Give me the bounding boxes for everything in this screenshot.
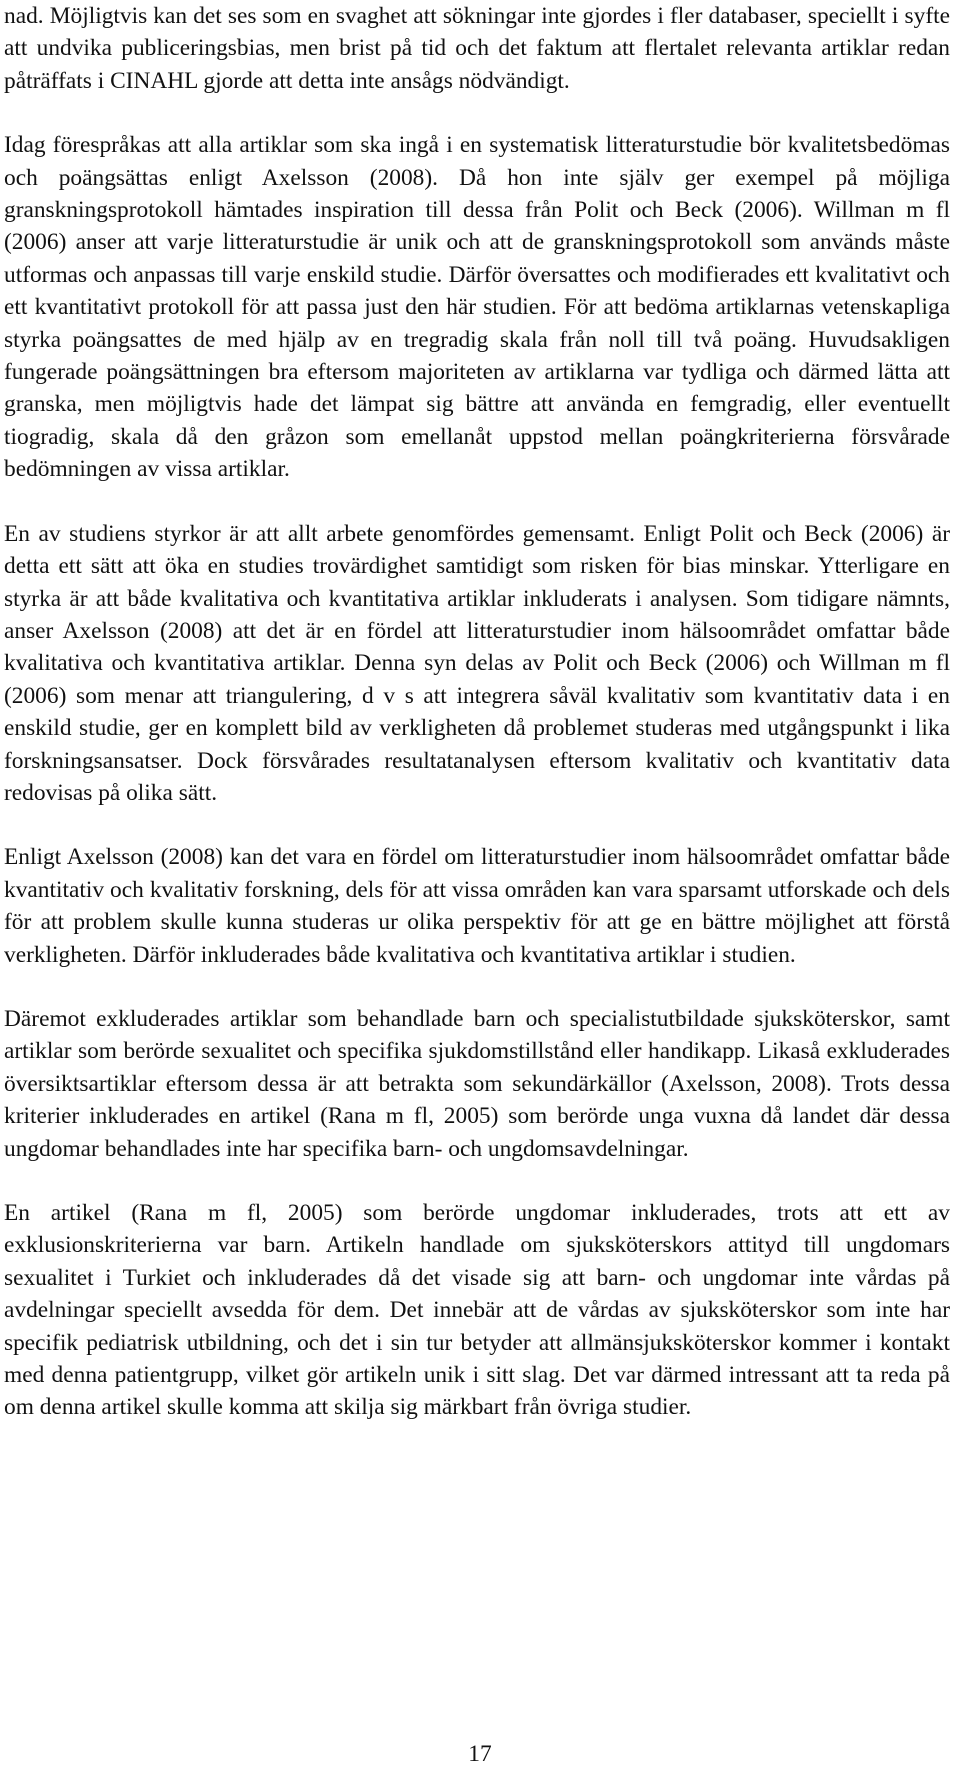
page-number: 17 [468, 1741, 492, 1767]
paragraph-study-strengths: En av studiens styrkor är att allt arbete genomfördes gemensamt. Enligt Polit och Beck (2006) är detta ett sätt att öka en studies trovärdighet samtidigt som risken för bias minskar. Ytterligare en styrka är att både kvalitativa och kvantitativa artiklar inkluderats i analysen. Som tidigare nämnts, anser Axelsson (2008) att det är en fördel att litteraturstudier inom hälsoområdet omfattar både kvalitativa och kvantitativa artiklar. Denna syn delas av Polit och Beck (2006) och Willman m fl (2006) som menar att triangulering, d v s att integrera såväl kvalitativ som kvantitativ data i en enskild studie, ger en komplett bild av verkligheten då problemet studeras med utgångspunkt i lika forskningsansatser. Dock försvårades resultatanalysen eftersom kvalitativ och kvantitativ data redovisas på olika sätt. [4, 520, 950, 806]
document-page [4, 0, 950, 1456]
paragraph-exclusion-criteria: Däremot exkluderades artiklar som behandlade barn och specialistutbildade sjuksköterskor, samt artiklar som berörde sexualitet och specifika sjukdomstillstånd eller handikapp. Likaså exkluderades översiktsartiklar eftersom dessa är att betrakta som sekundärkällor (Axelsson, 2008). Trots dessa kriterier inkluderades en artikel (Rana m fl, 2005) som berörde unga vuxna då landet där dessa ungdomar behandlades inte har specifika barn- och ungdomsavdelningar. [4, 1005, 950, 1162]
paragraph-quality-assessment: Idag förespråkas att alla artiklar som ska ingå i en systematisk litteraturstudie bör kvalitetsbedömas och poängsättas enligt Axelsson (2008). Då hon inte själv ger exempel på möjliga granskningsprotokoll hämtades inspiration till dessa från Polit och Beck (2006). Willman m fl (2006) anser att varje litteraturstudie är unik och att de granskningsprotokoll som används måste utformas och anpassas till varje enskild studie. Därför översattes och modifierades ett kvalitativt och ett kvantitativt protokoll för att passa just den här studien. För att bedöma artiklarnas vetenskapliga styrka poängsattes de med hjälp av en tregradig skala från noll till två poäng. Huvudsakligen fungerade poängsättningen bra eftersom majoriteten av artiklarna var tydliga och därmed lätta att granska, men möjligtvis hade det lämpat sig bättre att använda en femgradig, eller eventuellt tiogradig, skala då den gråzon som emellanåt uppstod mellan poängkriterierna försvårade bedömningen av vissa artiklar. [4, 132, 950, 483]
paragraph-included-article: En artikel (Rana m fl, 2005) som berörde ungdomar inkluderades, trots att ett av exklusionskriterierna var barn. Artikeln handlade om sjuksköterskors attityd till ungdomars sexualitet i Turkiet och inkluderades då det visade sig att barn- och ungdomar inte vårdas på avdelningar speciellt avsedda för dem. Det innebär att de vårdas av sjuksköterskor som inte har specifik pediatrisk utbildning, och det i sin tur betyder att allmänsjuksköterskor kommer i kontakt med denna patientgrupp, vilket gör artikeln unik i sitt slag. Det var därmed intressant att ta reda på om denna artikel skulle komma att skilja sig märkbart från övriga studier. [4, 1200, 950, 1421]
paragraph-search-limitations: nad. Möjligtvis kan det ses som en svaghet att sökningar inte gjordes i fler databaser, speciellt i syfte att undvika publiceringsbias, men brist på tid och det faktum att flertalet relevanta artiklar redan påträffats i CINAHL gjorde att detta inte ansågs nödvändigt. [4, 3, 950, 94]
paragraph-mixed-methods: Enligt Axelsson (2008) kan det vara en fördel om litteraturstudier inom hälsoområdet omfattar både kvantitativ och kvalitativ forskning, dels för att vissa områden kan vara sparsamt utforskade och dels för att problem skulle kunna studeras ur olika perspektiv för att ge en bättre möjlighet att förstå verkligheten. Därför inkluderades både kvalitativa och kvantitativa artiklar i studien. [4, 844, 950, 968]
